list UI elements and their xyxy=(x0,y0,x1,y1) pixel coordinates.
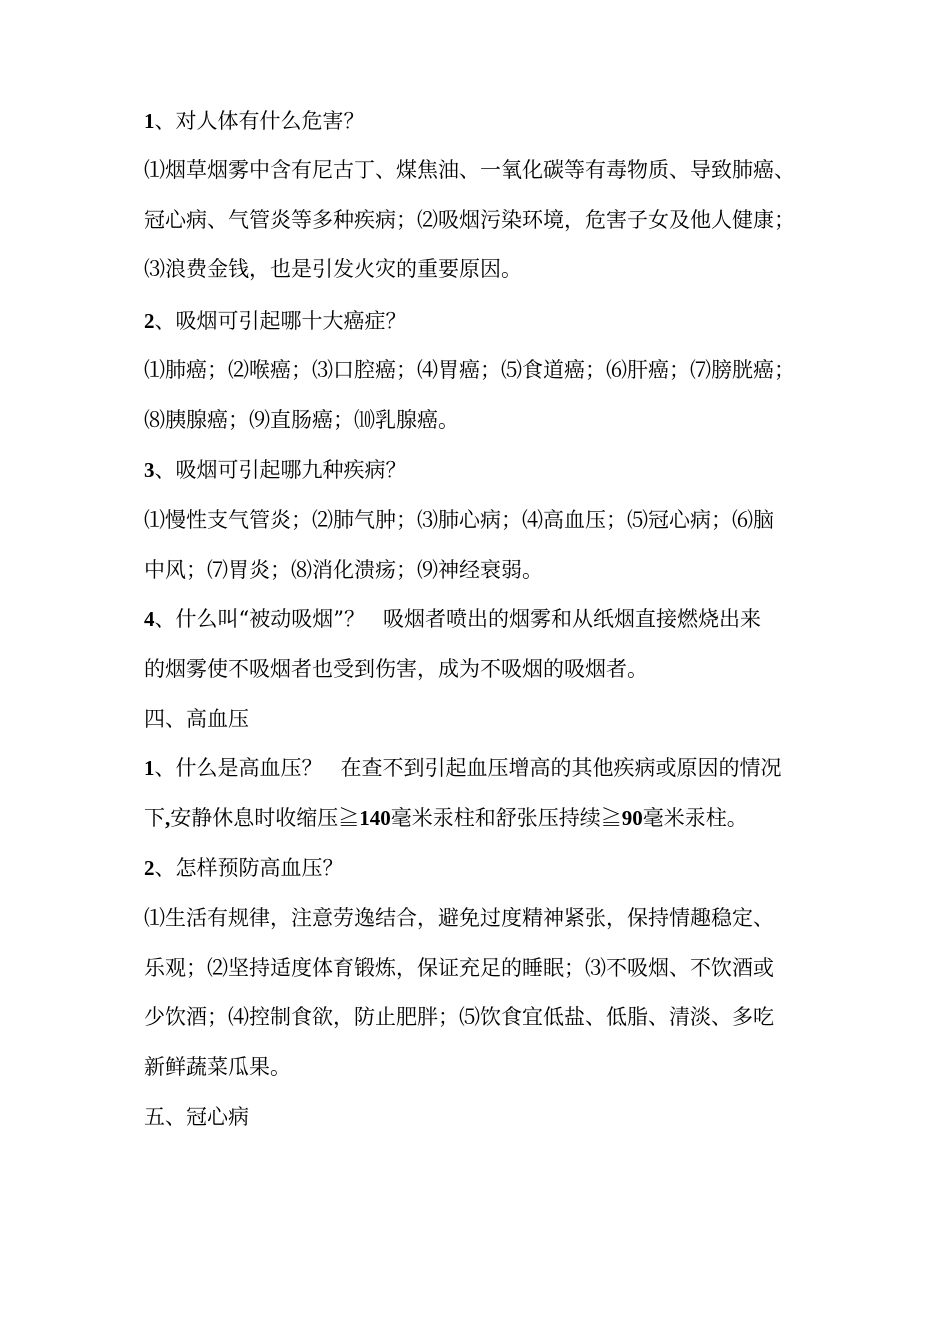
question-1-title xyxy=(144,106,834,136)
answer-line: ⑴生活有规律，注意劳逸结合，避免过度精神紧张，保持情趣稳定、 xyxy=(144,906,774,930)
answer-text: 吸烟者喷出的烟雾和从纸烟直接燃烧出来 xyxy=(382,607,761,631)
question-number: 1 xyxy=(144,756,155,780)
question-number: 3 xyxy=(144,458,155,482)
answer-line: ⑶浪费金钱，也是引发火灾的重要原因。 xyxy=(144,257,522,281)
answer-line: 乐观；⑵坚持适度体育锻炼，保证充足的睡眠；⑶不吸烟、不饮酒或 xyxy=(144,956,774,980)
question-2-title xyxy=(144,306,834,336)
answer-line: 新鲜蔬菜瓜果。 xyxy=(144,1055,291,1079)
hypertension-question-1 xyxy=(144,753,834,783)
answer-text: 毫米汞柱和舒张压持续≧ xyxy=(390,806,622,830)
question-text: 、吸烟可引起哪九种疾病？ xyxy=(154,458,407,482)
diastolic-value: 90 xyxy=(621,806,643,830)
section-heading-hypertension: 四、高血压 xyxy=(144,707,249,731)
answer-text: 在查不到引起血压增高的其他疾病或原因的情况 xyxy=(340,756,782,780)
answer-text: 毫米汞柱。 xyxy=(642,806,748,830)
question-4-title xyxy=(144,604,834,634)
question-number: 2 xyxy=(144,309,155,333)
question-text: 、怎样预防高血压？ xyxy=(154,856,344,880)
systolic-value: 140 xyxy=(359,806,391,830)
section-heading-coronary: 五、冠心病 xyxy=(144,1105,249,1129)
question-text: 、吸烟可引起哪十大癌症？ xyxy=(154,309,407,333)
answer-line: ⑴烟草烟雾中含有尼古丁、煤焦油、一氧化碳等有毒物质、导致肺癌、 xyxy=(144,158,795,182)
answer-text: 下 xyxy=(144,806,165,830)
question-number: 2 xyxy=(144,856,155,880)
question-text: 、对人体有什么危害？ xyxy=(154,109,365,133)
answer-line: ⑴肺癌；⑵喉癌；⑶口腔癌；⑷胃癌；⑸食道癌；⑹肝癌；⑺膀胱癌； xyxy=(144,358,795,382)
question-number: 1 xyxy=(144,109,155,133)
answer-line: 的烟雾使不吸烟者也受到伤害，成为不吸烟的吸烟者。 xyxy=(144,657,648,681)
answer-line: 冠心病、气管炎等多种疾病；⑵吸烟污染环境，危害子女及他人健康； xyxy=(144,208,795,232)
comma: , xyxy=(165,806,171,830)
answer-text: 安静休息时收缩压≧ xyxy=(170,806,360,830)
answer-line: ⑴慢性支气管炎；⑵肺气肿；⑶肺心病；⑷高血压；⑸冠心病；⑹脑 xyxy=(144,508,774,532)
hypertension-question-2 xyxy=(144,853,834,883)
answer-line: ⑻胰腺癌；⑼直肠癌；⑽乳腺癌。 xyxy=(144,408,459,432)
question-text: 、什么叫“被动吸烟”？ xyxy=(154,607,365,631)
answer-line: 中风；⑺胃炎；⑻消化溃疡；⑼神经衰弱。 xyxy=(144,558,543,582)
answer-line xyxy=(144,803,834,833)
question-number: 4 xyxy=(144,607,155,631)
question-3-title xyxy=(144,455,834,485)
answer-line: 少饮酒；⑷控制食欲，防止肥胖；⑸饮食宜低盐、低脂、清淡、多吃 xyxy=(144,1005,774,1029)
question-text: 、什么是高血压？ xyxy=(154,756,323,780)
